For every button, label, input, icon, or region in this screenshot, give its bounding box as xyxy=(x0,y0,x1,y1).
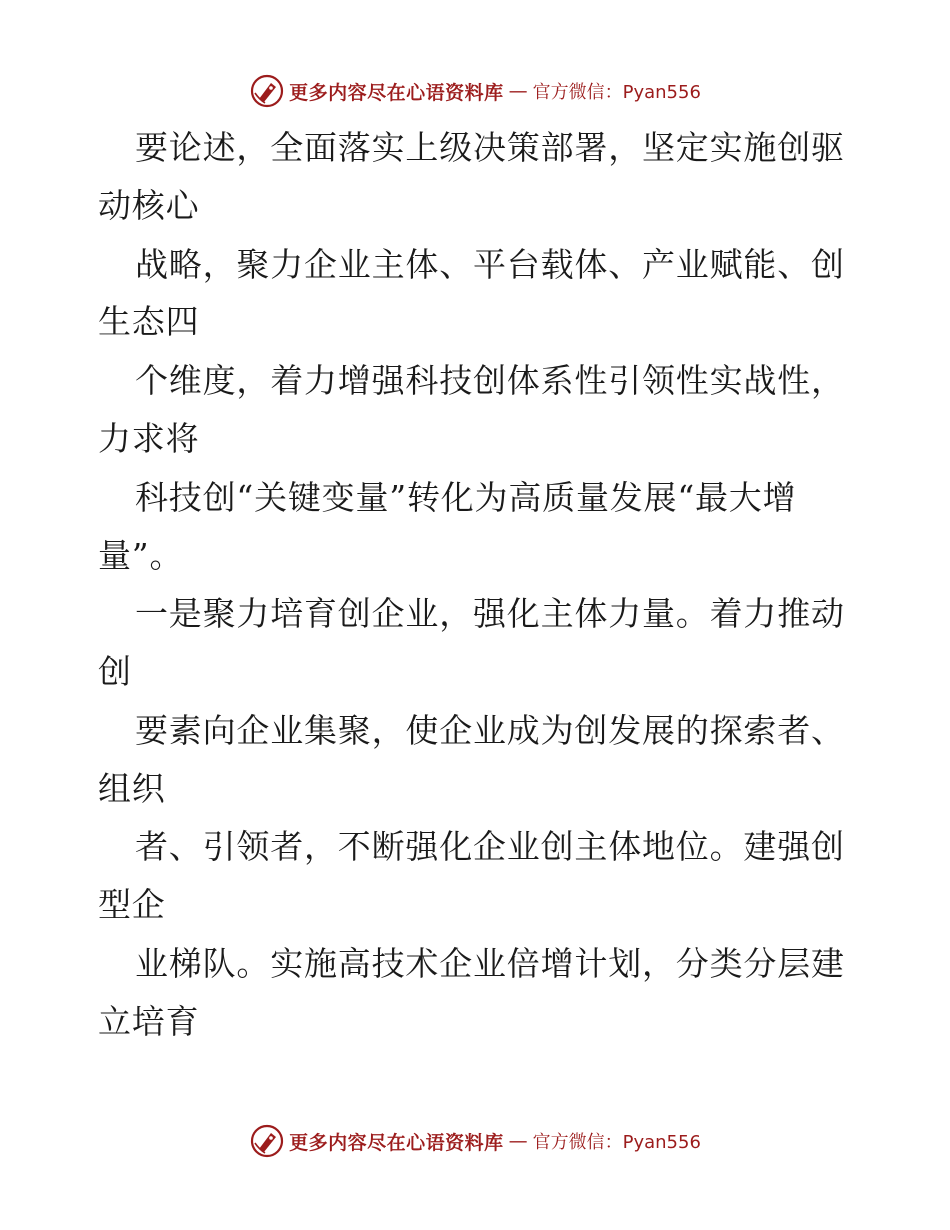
text-line: 力求将 xyxy=(98,419,200,458)
text-line: 一是聚力培育创企业，强化主体力量。着力推动 xyxy=(135,594,845,633)
pen-nib-circle-icon xyxy=(249,1123,285,1159)
banner-sub-text: 官方微信：Pyan556 xyxy=(532,82,701,103)
header-banner xyxy=(0,71,950,111)
banner-dash: — xyxy=(508,80,528,102)
banner-main-text: 更多内容尽在心语资料库 xyxy=(289,81,504,104)
text-line: 生态四 xyxy=(98,302,200,341)
text-line: 立培育 xyxy=(98,1002,200,1041)
text-line: 型企 xyxy=(98,885,166,924)
text-line: 动核心 xyxy=(98,186,200,225)
text-line: 科技创“关键变量”转化为高质量发展“最大增 xyxy=(135,478,797,517)
banner-dash: — xyxy=(508,1130,528,1152)
text-line: 个维度，着力增强科技创体系性引领性实战性， xyxy=(135,361,845,400)
pen-nib-circle-icon xyxy=(249,73,285,109)
footer-banner xyxy=(0,1121,950,1161)
text-line: 要素向企业集聚，使企业成为创发展的探索者、 xyxy=(135,711,845,750)
banner-main-text: 更多内容尽在心语资料库 xyxy=(289,1131,504,1154)
text-line: 创 xyxy=(98,652,132,691)
text-line: 战略，聚力企业主体、平台载体、产业赋能、创 xyxy=(135,245,845,284)
banner-sub-text: 官方微信：Pyan556 xyxy=(532,1132,701,1153)
text-line: 组织 xyxy=(98,769,166,808)
text-line: 业梯队。实施高技术企业倍增计划，分类分层建 xyxy=(135,944,845,983)
text-line: 者、引领者，不断强化企业创主体地位。建强创 xyxy=(135,827,845,866)
text-line: 量”。 xyxy=(98,536,184,575)
text-line: 要论述，全面落实上级决策部署，坚定实施创驱 xyxy=(135,128,845,167)
